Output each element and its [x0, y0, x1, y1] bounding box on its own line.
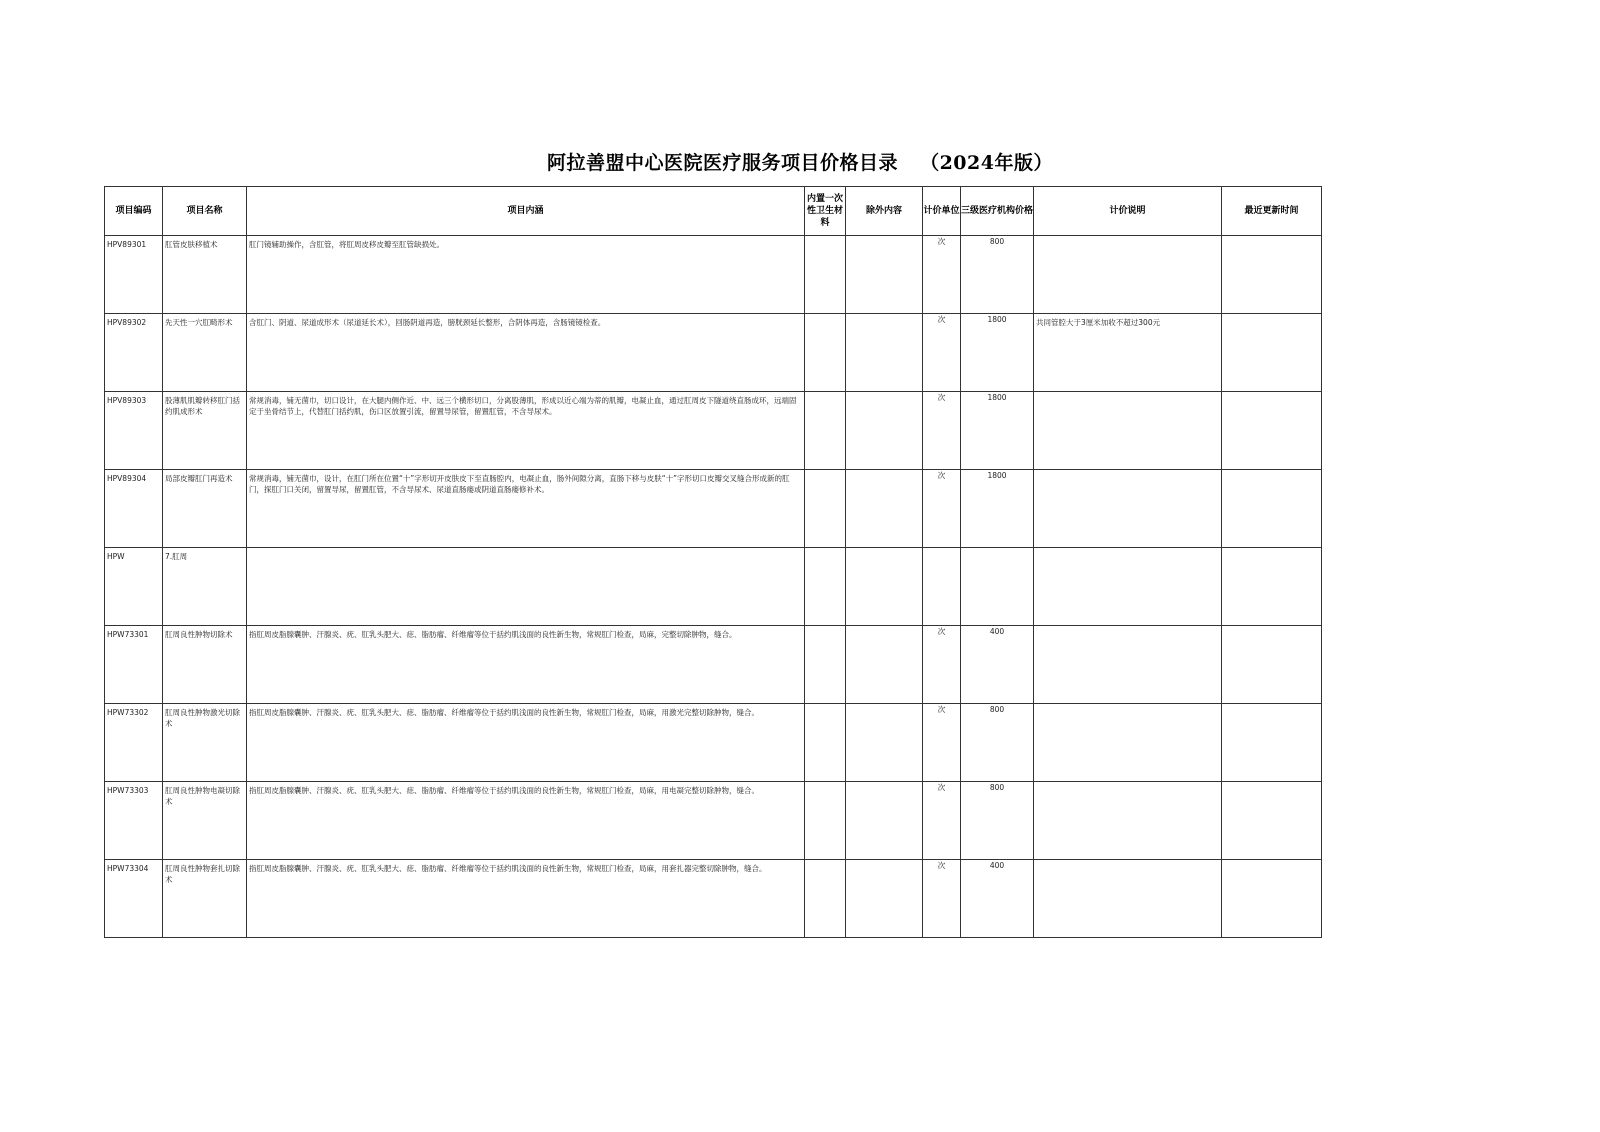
cell-note [1034, 626, 1222, 704]
cell-unit [923, 392, 961, 470]
cell-material [805, 470, 846, 548]
page-title [0, 148, 1600, 175]
cell-code [105, 704, 163, 782]
cell-exclusion [846, 470, 923, 548]
cell-note [1034, 860, 1222, 938]
cell-code-text: HPV89301 [107, 240, 147, 249]
cell-updated [1222, 782, 1322, 860]
title-main: 阿拉善盟中心医院医疗服务项目价格目录 [547, 152, 899, 174]
cell-note [1034, 392, 1222, 470]
cell-name-text: 肛周良性肿物切除术 [165, 630, 233, 639]
cell-name-text: 股薄肌肌瓣转移肛门括约肌成形术 [165, 396, 240, 416]
cell-content-text: 指肛周皮脂腺囊肿、汗腺炎、疣、肛乳头肥大、痣、脂肪瘤、纤维瘤等位于括约肌浅面的良性新生物，常规肛门检查，局麻，用套扎器完整切除肿物，缝合。 [249, 864, 767, 873]
table-row [105, 548, 1322, 626]
header-note: 计价说明 [1034, 187, 1222, 236]
cell-content-text: 肛门镜辅助操作，含肛管，将肛周皮移皮瓣至肛管缺损处。 [249, 240, 444, 249]
cell-name-text: 局部皮瓣肛门再造术 [165, 474, 233, 483]
table-row [105, 314, 1322, 392]
cell-content [247, 626, 805, 704]
cell-updated [1222, 548, 1322, 626]
cell-code-text: HPW [107, 552, 125, 561]
cell-code [105, 860, 163, 938]
cell-exclusion [846, 860, 923, 938]
cell-note-text [1034, 626, 1221, 629]
cell-exclusion [846, 392, 923, 470]
cell-price [961, 782, 1034, 860]
cell-unit-text: 次 [937, 315, 946, 324]
cell-exclusion [846, 314, 923, 392]
header-updated: 最近更新时间 [1222, 187, 1322, 236]
cell-updated [1222, 626, 1322, 704]
cell-price-text: 1800 [987, 471, 1007, 480]
cell-price [961, 860, 1034, 938]
cell-price-text: 800 [989, 783, 1005, 792]
cell-code-text: HPW73301 [107, 630, 149, 639]
cell-material [805, 314, 846, 392]
cell-code [105, 392, 163, 470]
table-body [105, 236, 1322, 938]
cell-exclusion [846, 626, 923, 704]
cell-exclusion [846, 236, 923, 314]
cell-updated [1222, 392, 1322, 470]
cell-price [961, 314, 1034, 392]
cell-updated [1222, 704, 1322, 782]
cell-material [805, 860, 846, 938]
cell-code [105, 548, 163, 626]
cell-unit [923, 626, 961, 704]
header-code: 项目编码 [105, 187, 163, 236]
cell-price [961, 470, 1034, 548]
cell-note-text [1034, 392, 1221, 395]
cell-code-text: HPW73303 [107, 786, 149, 795]
cell-updated [1222, 860, 1322, 938]
header-content: 项目内涵 [247, 187, 805, 236]
cell-unit-text: 次 [937, 627, 946, 636]
cell-note [1034, 236, 1222, 314]
cell-note [1034, 704, 1222, 782]
cell-exclusion [846, 782, 923, 860]
cell-code-text: HPV89304 [107, 474, 147, 483]
cell-note-text [1034, 548, 1221, 551]
cell-price [961, 236, 1034, 314]
cell-code [105, 470, 163, 548]
cell-note-text [1034, 704, 1221, 707]
cell-note [1034, 314, 1222, 392]
cell-name-text: 肛周良性肿物激光切除术 [165, 708, 240, 728]
cell-content-text: 常规消毒，铺无菌巾，切口设计，在大腿内侧作近、中、远三个横形切口，分离股薄肌，形成以近心端为蒂的肌瓣，电凝止血，通过肛周皮下隧道绕直肠成环，远端固定于坐骨结节上，代替肛门括约肌，伤口区放置引流，留置导尿管，留置肛管，不含导尿术。 [249, 396, 797, 416]
cell-note-text [1034, 470, 1221, 473]
cell-unit-text: 次 [937, 393, 946, 402]
cell-content [247, 314, 805, 392]
cell-unit [923, 470, 961, 548]
cell-content [247, 704, 805, 782]
cell-price-text: 800 [989, 237, 1005, 246]
cell-note [1034, 782, 1222, 860]
price-table [104, 186, 1322, 938]
table-row [105, 626, 1322, 704]
cell-unit-text: 次 [937, 783, 946, 792]
cell-material [805, 626, 846, 704]
cell-price-text: 800 [989, 705, 1005, 714]
cell-material [805, 236, 846, 314]
cell-code [105, 236, 163, 314]
cell-note-text [1034, 860, 1221, 863]
cell-price [961, 392, 1034, 470]
cell-code [105, 782, 163, 860]
cell-material [805, 392, 846, 470]
cell-content [247, 392, 805, 470]
cell-note-text [1034, 782, 1221, 785]
cell-name [163, 236, 247, 314]
cell-content [247, 782, 805, 860]
cell-note-text: 共同管腔大于3厘米加收不超过300元 [1036, 318, 1161, 327]
cell-code-text: HPV89302 [107, 318, 147, 327]
cell-unit [923, 704, 961, 782]
cell-unit [923, 314, 961, 392]
cell-name [163, 470, 247, 548]
cell-name [163, 782, 247, 860]
cell-unit [923, 860, 961, 938]
cell-content [247, 548, 805, 626]
cell-code [105, 314, 163, 392]
cell-content [247, 860, 805, 938]
table-row [105, 860, 1322, 938]
cell-content-text [247, 548, 804, 551]
table-row [105, 704, 1322, 782]
cell-updated [1222, 236, 1322, 314]
cell-price [961, 626, 1034, 704]
title-suffix: （2024年版） [920, 152, 1053, 174]
cell-name [163, 548, 247, 626]
cell-name-text: 肛周良性肿物电凝切除术 [165, 786, 240, 806]
table-header-row [105, 187, 1322, 236]
cell-content-text: 指肛周皮脂腺囊肿、汗腺炎、疣、肛乳头肥大、痣、脂肪瘤、纤维瘤等位于括约肌浅面的良性新生物，常规肛门检查，局麻，用电凝完整切除肿物，缝合。 [249, 786, 759, 795]
cell-price-text: 400 [989, 627, 1005, 636]
cell-code [105, 626, 163, 704]
cell-material [805, 548, 846, 626]
header-unit: 计价单位 [923, 187, 961, 236]
cell-price-text: 1800 [987, 315, 1007, 324]
cell-note [1034, 548, 1222, 626]
header-price: 三级医疗机构价格 [961, 187, 1034, 236]
cell-code-text: HPW73302 [107, 708, 149, 717]
cell-unit [923, 236, 961, 314]
table-row [105, 782, 1322, 860]
cell-name [163, 314, 247, 392]
cell-content-text: 含肛门、阴道、尿道成形术（尿道延长术），回肠阴道再造，膀胱颈延长整形，合阴体再造，含肠镜镜检查。 [249, 318, 606, 327]
cell-unit-text: 次 [937, 471, 946, 480]
cell-content-text: 指肛周皮脂腺囊肿、汗腺炎、疣、肛乳头肥大、痣、脂肪瘤、纤维瘤等位于括约肌浅面的良性新生物，常规肛门检查，局麻，完整切除肿物，缝合。 [249, 630, 737, 639]
cell-price [961, 548, 1034, 626]
cell-note-text [1034, 236, 1221, 239]
cell-code-text: HPV89303 [107, 396, 147, 405]
cell-exclusion [846, 548, 923, 626]
cell-name-text: 肛周良性肿物套扎切除术 [165, 864, 240, 884]
cell-name [163, 392, 247, 470]
cell-content [247, 470, 805, 548]
table-row [105, 236, 1322, 314]
cell-name [163, 626, 247, 704]
cell-material [805, 704, 846, 782]
cell-code-text: HPW73304 [107, 864, 149, 873]
cell-content [247, 236, 805, 314]
cell-name [163, 860, 247, 938]
table-row [105, 392, 1322, 470]
cell-name-text: 肛管皮肤移植术 [165, 240, 218, 249]
cell-unit-text: 次 [937, 237, 946, 246]
cell-updated [1222, 470, 1322, 548]
cell-name-text: 7.肛周 [165, 552, 188, 561]
cell-unit [923, 548, 961, 626]
cell-unit-text: 次 [937, 705, 946, 714]
cell-exclusion [846, 704, 923, 782]
cell-unit [923, 782, 961, 860]
header-exclusion: 除外内容 [846, 187, 923, 236]
cell-updated [1222, 314, 1322, 392]
cell-price-text: 400 [989, 861, 1005, 870]
cell-name [163, 704, 247, 782]
header-material: 内置一次性卫生材料 [805, 187, 846, 236]
cell-name-text: 先天性一穴肛畸形术 [165, 318, 233, 327]
table-row [105, 470, 1322, 548]
cell-material [805, 782, 846, 860]
cell-content-text: 指肛周皮脂腺囊肿、汗腺炎、疣、肛乳头肥大、痣、脂肪瘤、纤维瘤等位于括约肌浅面的良性新生物，常规肛门检查，局麻，用激光完整切除肿物，缝合。 [249, 708, 759, 717]
cell-content-text: 常规消毒，铺无菌巾，设计，在肛门所在位置“十”字形切开皮肤皮下至直肠腔内，电凝止血，肠外间隙分离，直肠下移与皮肤“十”字形切口皮瓣交叉缝合形成新的肛门，探肛门口关闭，留置导尿，留置肛管，不含导尿术、尿道直肠瘘或阴道直肠瘘修补术。 [249, 474, 790, 494]
header-name: 项目名称 [163, 187, 247, 236]
cell-price-text: 1800 [987, 393, 1007, 402]
cell-note [1034, 470, 1222, 548]
cell-price [961, 704, 1034, 782]
cell-unit-text: 次 [937, 861, 946, 870]
